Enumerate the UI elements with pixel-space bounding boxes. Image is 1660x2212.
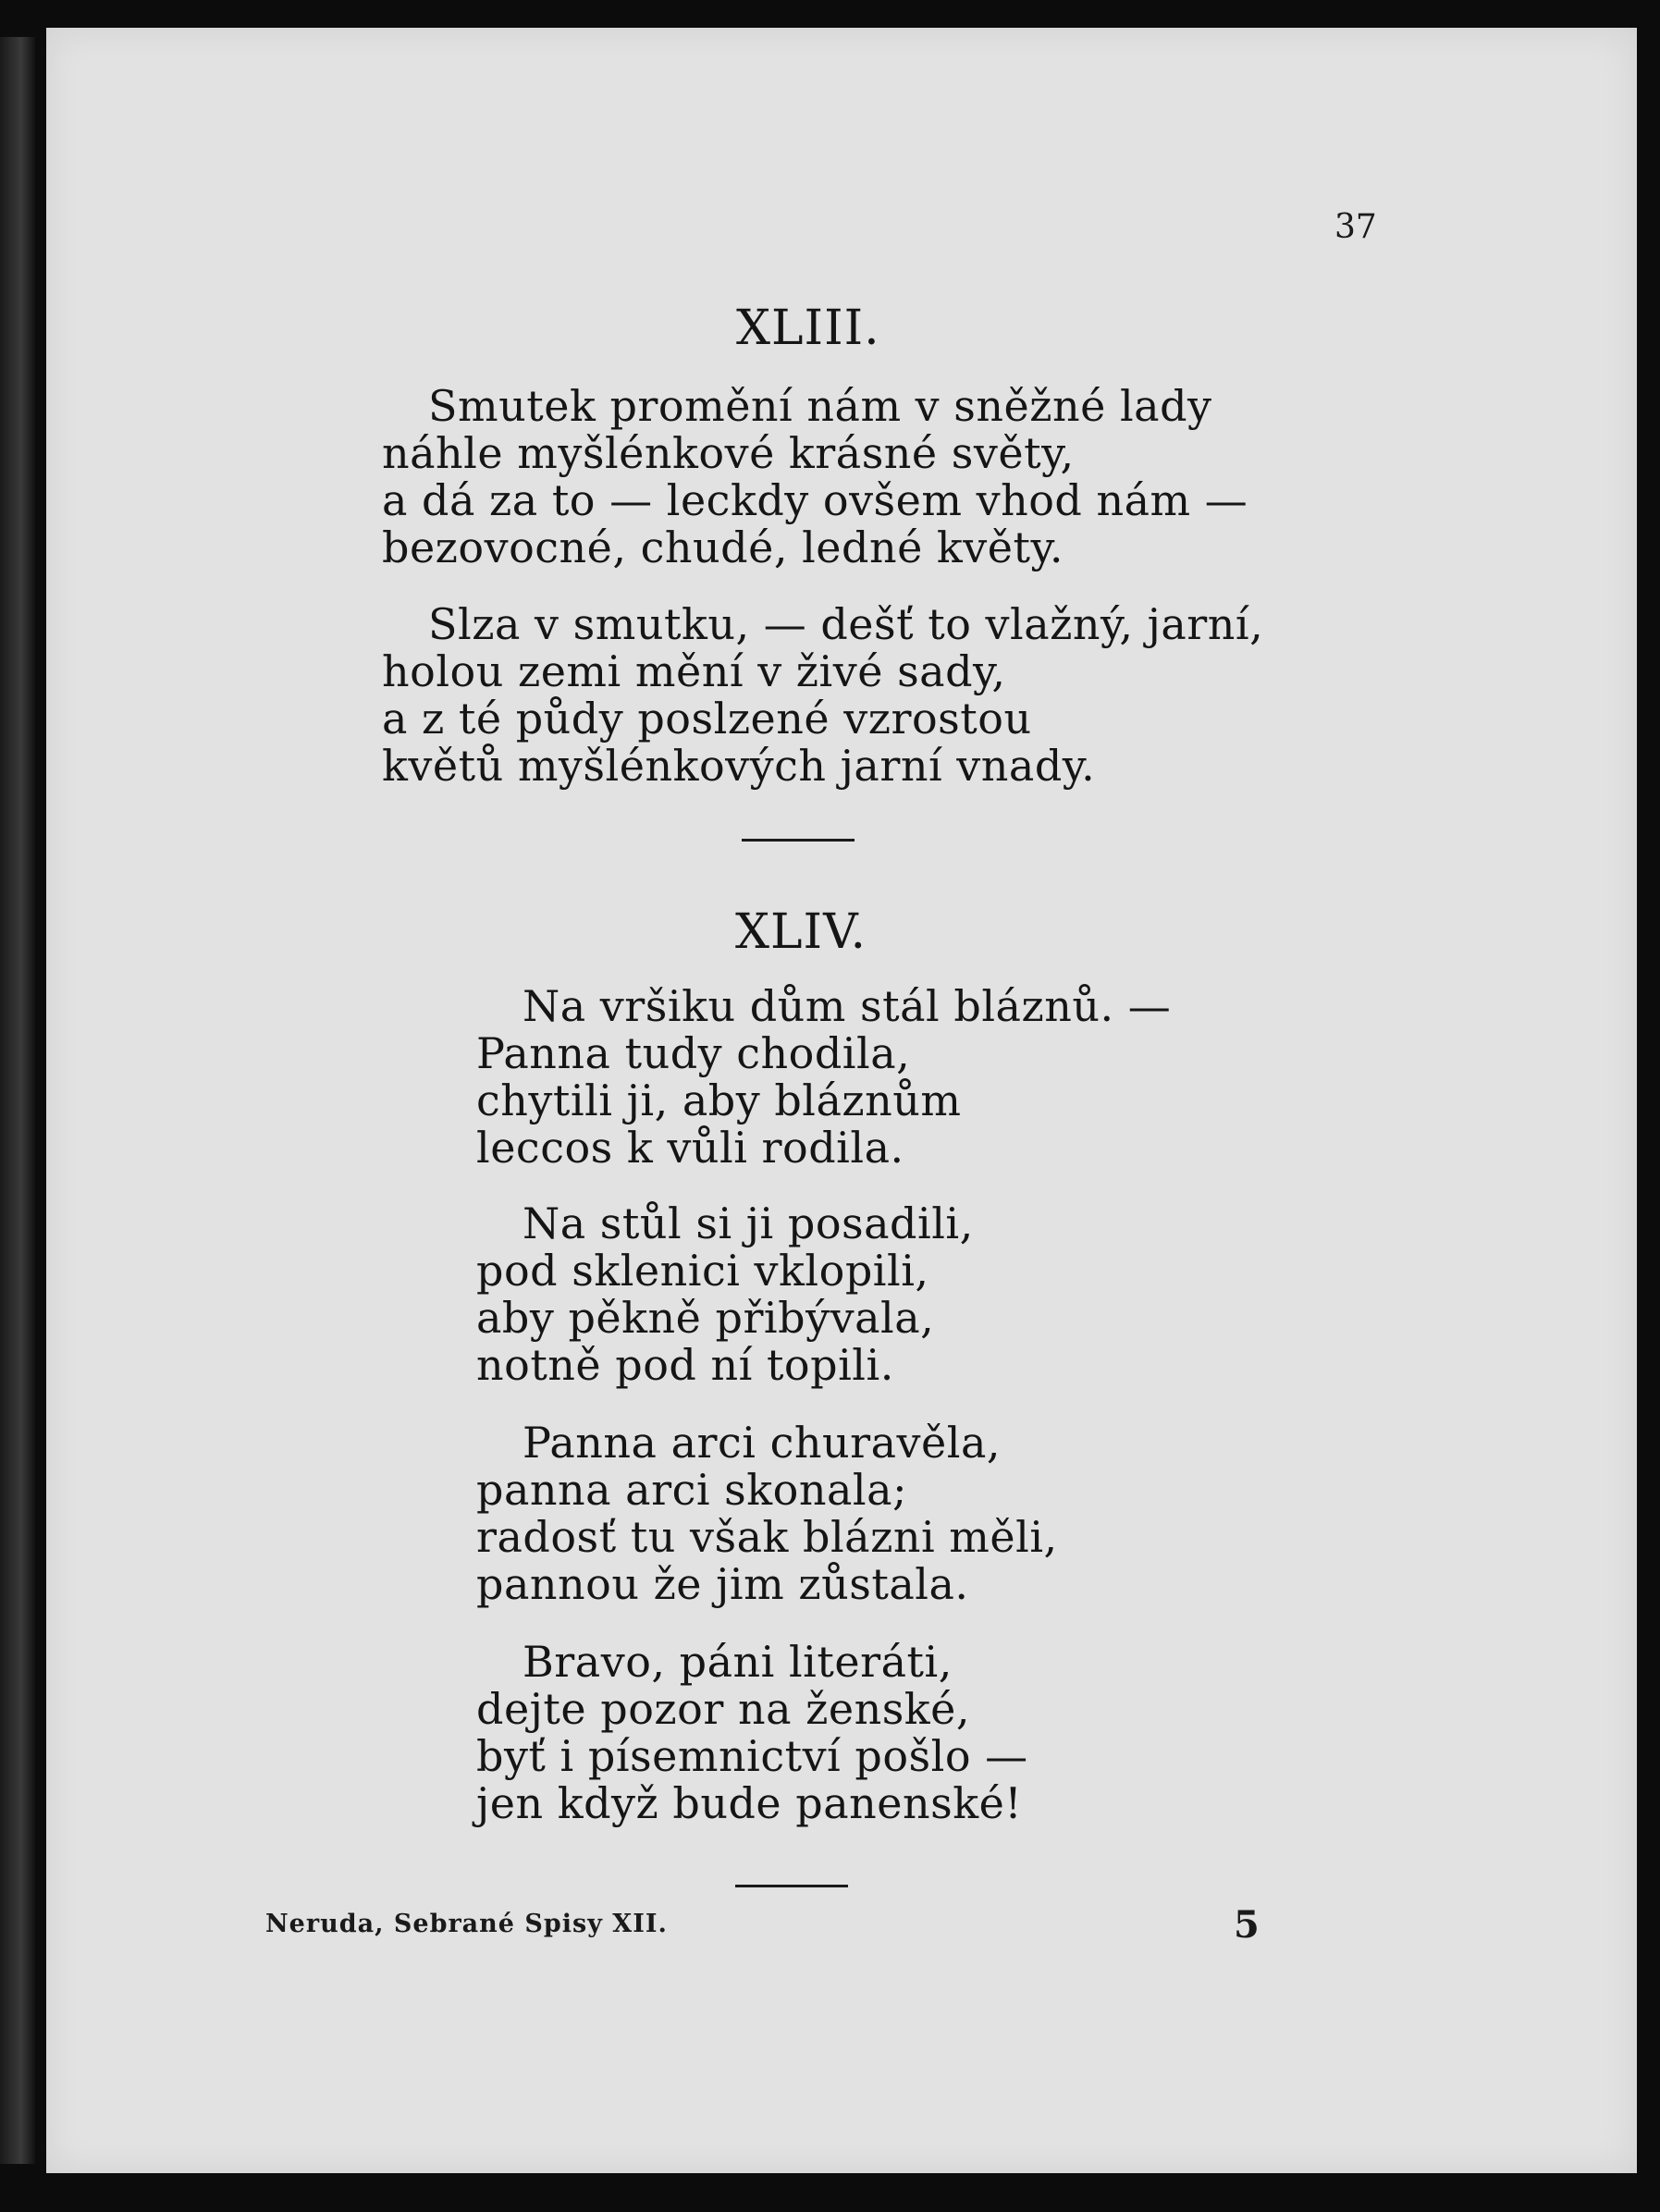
verse-line: a z té půdy poslzené vzrostou <box>382 694 1032 743</box>
verse-line: panna arci skonala; <box>476 1465 908 1515</box>
footer-source: Neruda, Sebrané Spisy XII. <box>265 1910 668 1938</box>
verse-line: byť i písemnictví pošlo — <box>476 1731 1028 1781</box>
verse-line: náhle myšlénkové krásné světy, <box>382 428 1075 478</box>
verse-line: leccos k vůli rodila. <box>476 1123 904 1173</box>
verse-line: notně pod ní topili. <box>476 1340 894 1390</box>
stanza <box>382 383 1248 571</box>
verse-line: Na vršiku dům stál bláznů. — <box>523 981 1172 1031</box>
verse-line: pannou že jim zůstala. <box>476 1559 969 1609</box>
verse-line: Na stůl si ji posadili, <box>523 1198 974 1248</box>
stanza <box>476 1419 1058 1608</box>
verse-line: a dá za to — leckdy ovšem vhod nám — <box>382 475 1248 525</box>
verse-line: holou zemi mění v živé sady, <box>382 646 1006 696</box>
poem-title-xliii: XLIII. <box>736 301 880 356</box>
verse-line: pod sklenici vklopili, <box>476 1246 929 1296</box>
verse-line: Slza v smutku, — dešť to vlažný, jarní, <box>428 599 1264 649</box>
verse-line: Bravo, páni literáti, <box>523 1637 953 1687</box>
verse-line: dejte pozor na ženské, <box>476 1684 971 1734</box>
stanza <box>476 1639 1028 1827</box>
poem-title-xliv: XLIV. <box>735 904 867 960</box>
verse-line: bezovocné, chudé, ledné květy. <box>382 522 1064 572</box>
verse-line: květů myšlénkových jarní vnady. <box>382 741 1096 791</box>
verse-line: jen když bude panenské! <box>476 1778 1023 1828</box>
verse-line: Panna tudy chodila, <box>476 1028 911 1078</box>
verse-line: Panna arci churavěla, <box>523 1418 1002 1468</box>
stanza <box>476 1200 974 1389</box>
verse-line: chytili ji, aby bláznům <box>476 1075 962 1125</box>
verse-line: aby pěkně přibývala, <box>476 1293 935 1343</box>
section-divider <box>735 1885 848 1887</box>
adjacent-page-edge <box>0 37 35 2164</box>
section-divider <box>742 839 855 842</box>
stanza <box>476 983 1171 1172</box>
verse-line: Smutek promění nám v sněžné lady <box>428 381 1212 431</box>
verse-line: radosť tu však blázni měli, <box>476 1512 1058 1562</box>
page-number: 37 <box>1334 208 1377 246</box>
stanza <box>382 601 1263 790</box>
sheet-signature: 5 <box>1234 1903 1260 1947</box>
